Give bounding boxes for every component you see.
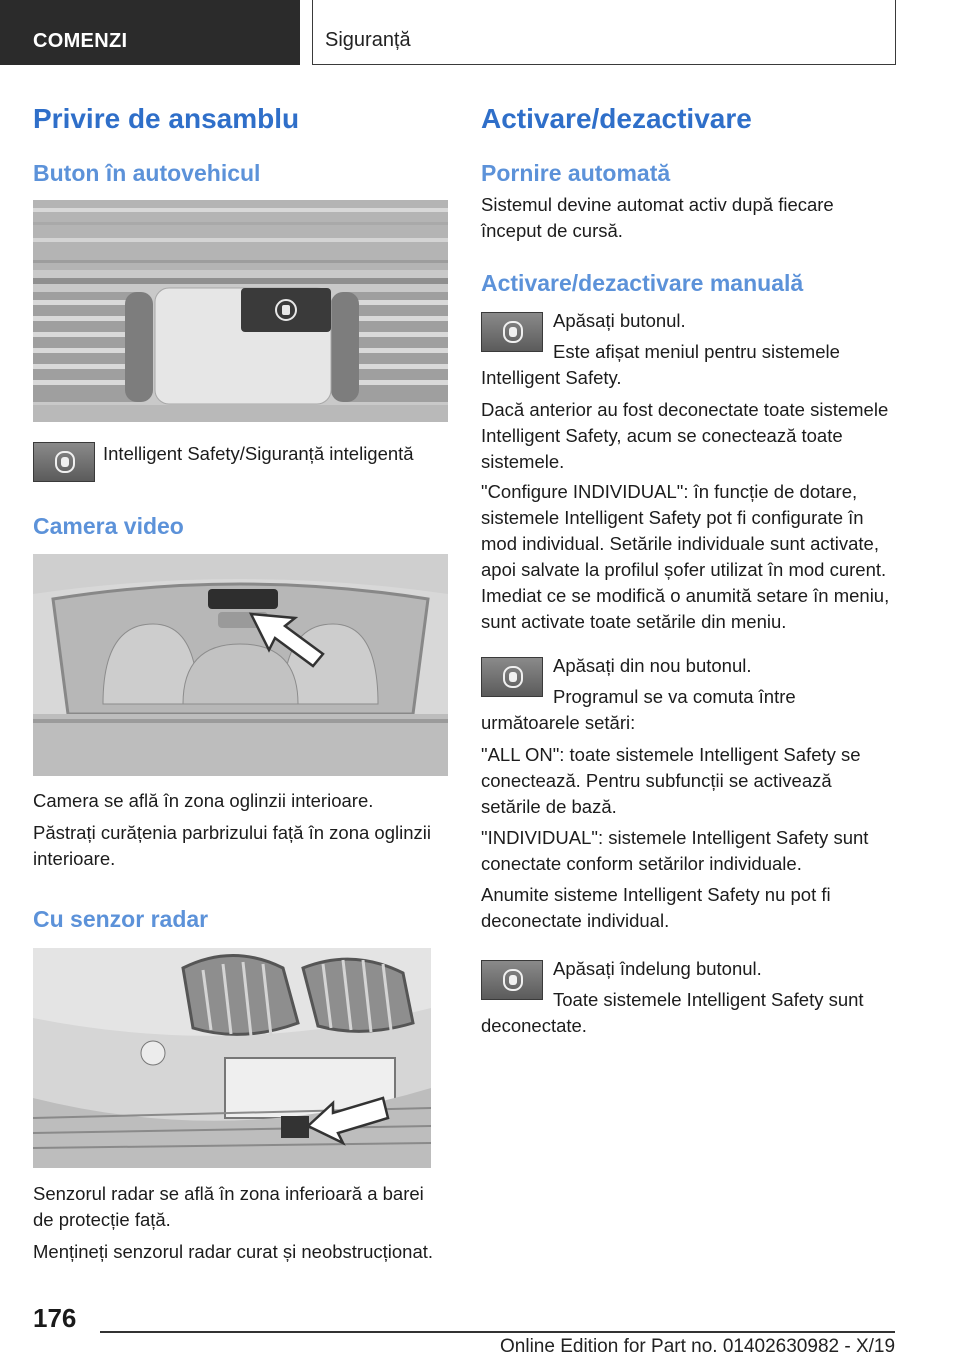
- configure-individual-text: "Configure INDIVIDUAL": în funcție de dotare, sistemele Intelligent Safety pot fi configurate în mod individual. Setările individuale sunt activate, apoi salvate la profilul șofer utilizat în mod curent. Imediat ce se modifică o anumită setare în meniu, sunt activate toate setările din meniu.: [481, 481, 890, 632]
- edition-note: Online Edition for Part no. 01402630982 - X/19: [500, 1336, 896, 1357]
- radar-care-text: Mențineți senzorul radar curat și neobstrucționat.: [33, 1241, 434, 1262]
- step2-action: Apăsați din nou butonul.: [553, 655, 752, 676]
- heading-camera: Camera video: [33, 513, 184, 539]
- heading-button: Buton în autovehicul: [33, 160, 261, 186]
- button-caption: Intelligent Safety/Siguranță inteligentă: [103, 443, 414, 464]
- step1-result: Este afișat meniul pentru sistemele Intelligent Safety.: [481, 341, 840, 388]
- not-deactivatable-text: Anumite sisteme Intelligent Safety nu pot fi deconectate individual.: [481, 884, 831, 931]
- step3-action: Apăsați îndelung butonul.: [553, 958, 762, 979]
- radar-location-text: Senzorul radar se află în zona inferioară a barei de protecție față.: [33, 1183, 424, 1230]
- camera-care-text: Păstrați curățenia parbrizului față în zona oglinzii interioare.: [33, 822, 431, 869]
- heading-auto-start: Pornire automată: [481, 160, 671, 186]
- safety-button-icon: [33, 442, 95, 482]
- previous-state-text: Dacă anterior au fost deconectate toate sistemele Intelligent Safety, acum se conectează toate sistemele.: [481, 399, 889, 472]
- radar-photo: [33, 948, 431, 1168]
- heading-overview: Privire de ansamblu: [33, 103, 300, 134]
- auto-start-text: Sistemul devine automat activ după fiecare început de cursă.: [481, 194, 834, 241]
- step1-action: Apăsați butonul.: [553, 310, 686, 331]
- all-on-text: "ALL ON": toate sistemele Intelligent Safety se conectează. Pentru subfuncții se activează setările de bază.: [481, 744, 861, 817]
- camera-location-text: Camera se află în zona oglinzii interioare.: [33, 790, 374, 811]
- dashboard-button-photo: [33, 200, 448, 422]
- chapter-tab: COMENZI: [0, 0, 300, 65]
- step3-result: Toate sistemele Intelligent Safety sunt deconectate.: [481, 989, 864, 1036]
- camera-photo: [33, 554, 448, 776]
- heading-radar: Cu senzor radar: [33, 906, 209, 932]
- footer-divider: [100, 1331, 895, 1333]
- heading-manual: Activare/dezactivare manuală: [481, 270, 804, 296]
- individual-text: "INDIVIDUAL": sistemele Intelligent Safety sunt conectate conform setărilor individuale.: [481, 827, 869, 874]
- heading-activate: Activare/dezactivare: [481, 103, 752, 134]
- page-number: 176: [33, 1303, 77, 1333]
- step2-result: Programul se va comuta între următoarele setări:: [481, 686, 796, 733]
- section-title: Siguranță: [312, 0, 896, 65]
